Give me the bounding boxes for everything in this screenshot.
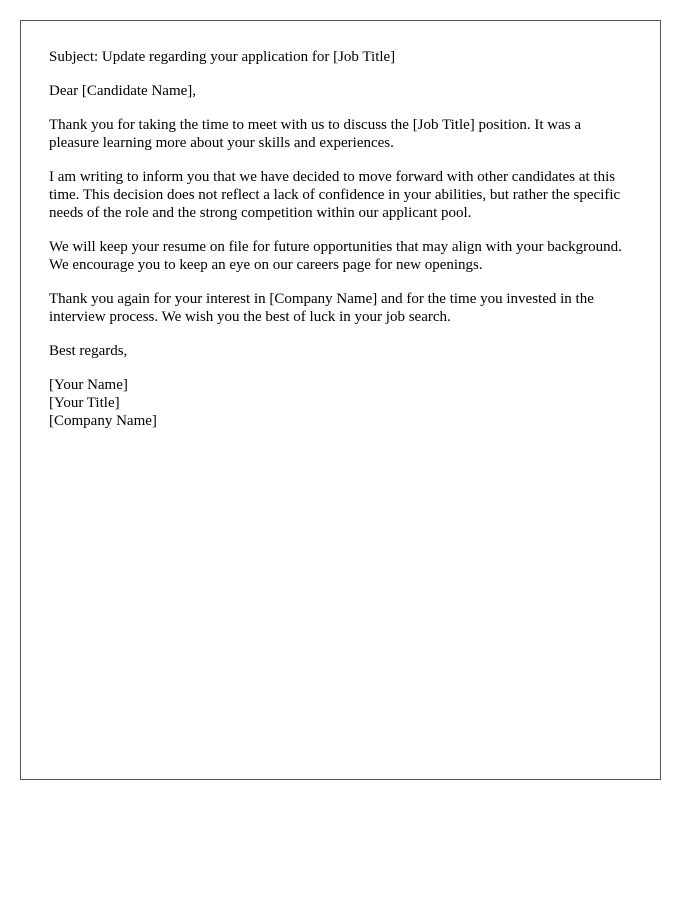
letter-paragraph-decision: I am writing to inform you that we have decided to move forward with other candidates at this time. This decision does not reflect a lack of confidence in your abilities, but rather the specific needs of the role and the strong competition within our applicant pool. (49, 169, 621, 221)
signature-name: [Your Name] (49, 377, 128, 393)
letter-subject: Subject: Update regarding your application for [Job Title] (49, 49, 396, 65)
signature-company: [Company Name] (49, 413, 157, 429)
letter-page (20, 20, 661, 780)
letter-paragraph-resume: We will keep your resume on file for future opportunities that may align with your background. We encourage you to keep an eye on our careers page for new openings. (49, 239, 622, 273)
letter-paragraph-thanks: Thank you for taking the time to meet with us to discuss the [Job Title] position. It was a pleasure learning more about your skills and experiences. (49, 117, 582, 151)
letter-salutation: Dear [Candidate Name], (49, 83, 197, 99)
signature-title: [Your Title] (49, 395, 120, 411)
signature-block (49, 376, 632, 430)
letter-closing: Best regards, (49, 343, 128, 359)
letter-paragraph-closing-thanks: Thank you again for your interest in [Company Name] and for the time you invested in the interview process. We wish you the best of luck in your job search. (49, 291, 594, 325)
